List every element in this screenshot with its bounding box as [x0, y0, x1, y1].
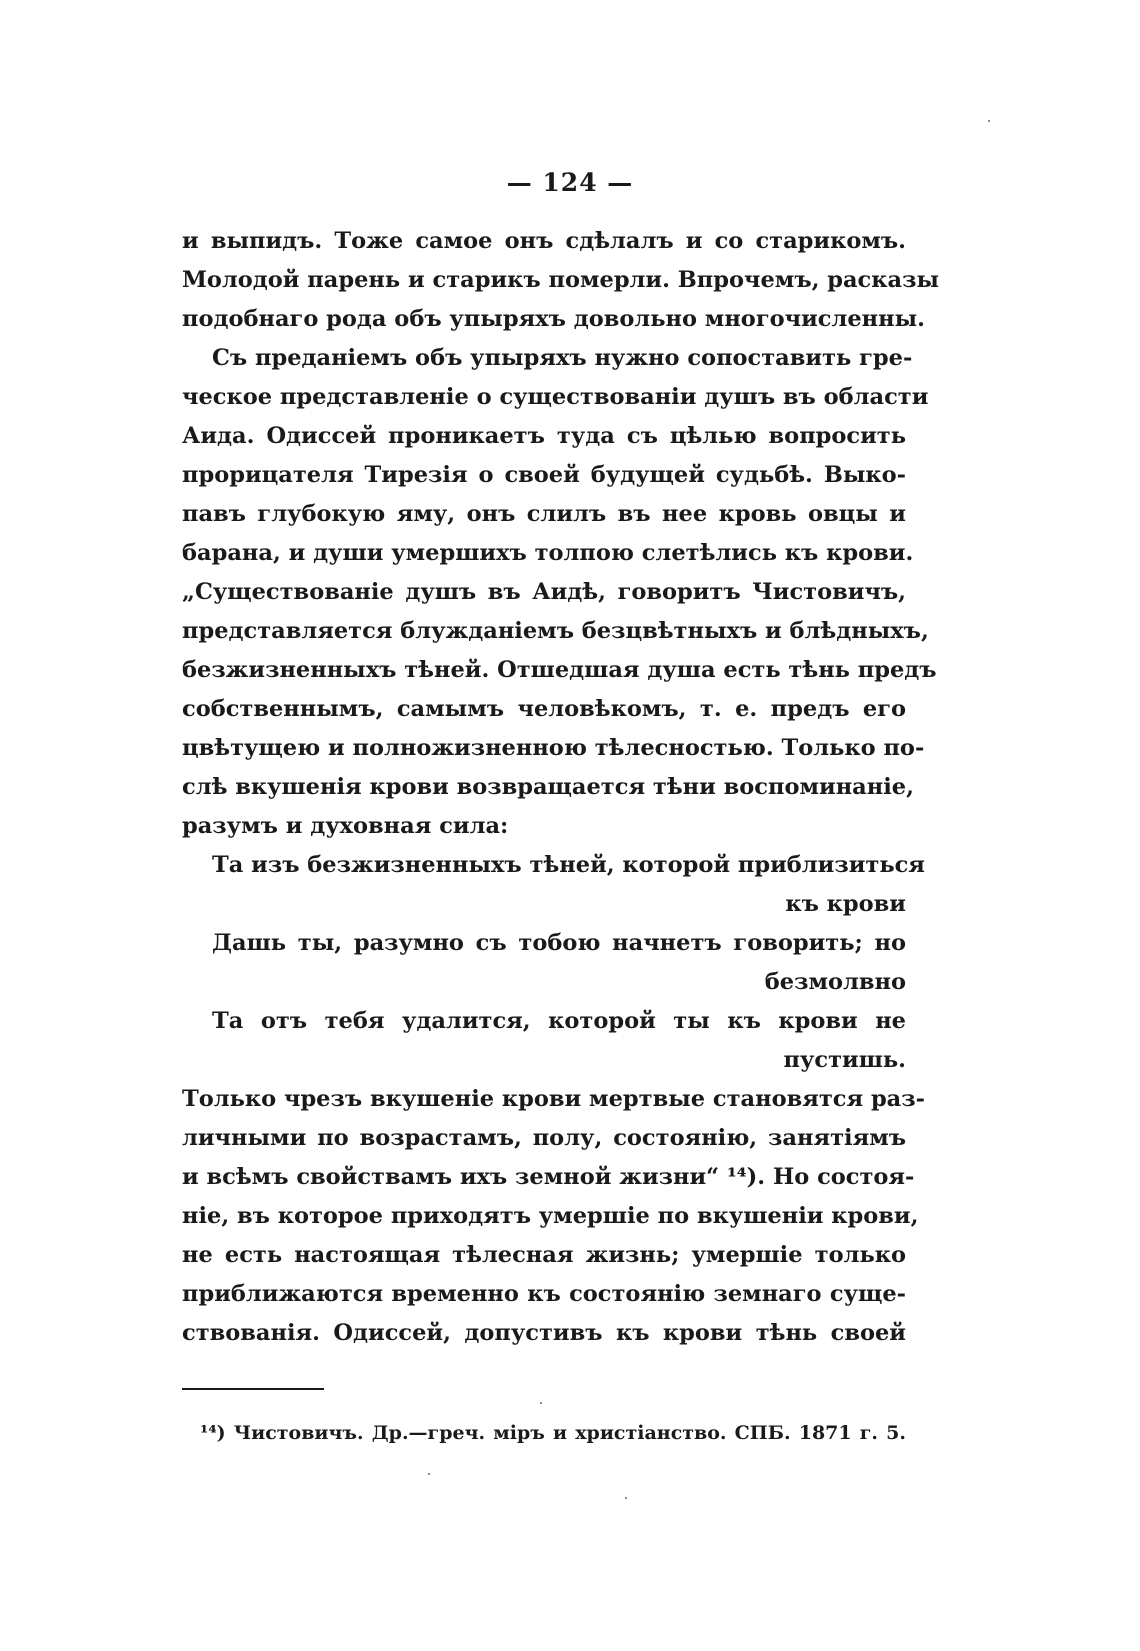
text-line: Аида. Одиссей проникаетъ туда съ цѣлью вопросить — [182, 423, 906, 449]
text-line: ческое представленіе о существованіи душъ въ области — [182, 384, 929, 410]
verse-continuation: безмолвно — [764, 969, 906, 995]
text-line: барана, и души умершихъ толпою слетѣлись къ крови. — [182, 540, 914, 566]
text-line: приближаются временно къ состоянію земнаго суще- — [182, 1281, 906, 1307]
text-line: личными по возрастамъ, полу, состоянію, занятіямъ — [182, 1125, 906, 1151]
text-line: Молодой парень и старикъ померли. Впрочемъ, расказы — [182, 267, 940, 293]
text-line: ствованія. Одиссей, допустивъ къ крови тѣнь своей — [182, 1320, 906, 1346]
text-line: безжизненныхъ тѣней. Отшедшая душа есть тѣнь предъ — [182, 657, 937, 683]
paragraph-start-line: Съ преданіемъ объ упыряхъ нужно сопоставить гре- — [212, 345, 913, 371]
text-line: не есть настоящая тѣлесная жизнь; умершіе только — [182, 1242, 906, 1268]
verse-continuation: пустишь. — [783, 1047, 906, 1073]
verse-line: Та отъ тебя удалится, которой ты къ крови не — [212, 1008, 906, 1034]
scan-speck — [540, 1402, 542, 1404]
scan-speck — [625, 1497, 627, 1499]
text-line: слѣ вкушенія крови возвращается тѣни воспоминаніе, — [182, 774, 914, 800]
text-line: „Существованіе душъ въ Аидѣ, говоритъ Чистовичъ, — [182, 579, 906, 605]
text-line: собственнымъ, самымъ человѣкомъ, т. е. предъ его — [182, 696, 906, 722]
footnote: ¹⁴) Чистовичъ. Др.—греч. міръ и христіанство. СПБ. 1871 г. 5. — [200, 1422, 906, 1444]
text-line: павъ глубокую яму, онъ слилъ въ нее кровь овцы и — [182, 501, 906, 527]
text-line: представляется блужданіемъ безцвѣтныхъ и блѣдныхъ, — [182, 618, 929, 644]
page-number: — 124 — — [506, 168, 634, 197]
footnote-divider — [182, 1388, 324, 1390]
text-line: разумъ и духовная сила: — [182, 813, 509, 839]
text-line: подобнаго рода объ упыряхъ довольно многочисленны. — [182, 306, 925, 332]
scan-speck — [988, 120, 990, 122]
verse-line: Дашь ты, разумно съ тобою начнетъ говорить; но — [212, 930, 906, 956]
text-line: цвѣтущею и полножизненною тѣлесностью. Только по- — [182, 735, 925, 761]
text-line: Только чрезъ вкушеніе крови мертвые становятся раз- — [182, 1086, 925, 1112]
text-line: и выпидъ. Тоже самое онъ сдѣлалъ и со старикомъ. — [182, 228, 906, 254]
scan-speck — [428, 1473, 430, 1475]
body-text — [182, 222, 940, 1353]
text-line: и всѣмъ свойствамъ ихъ земной жизни“ ¹⁴). Но состоя- — [182, 1164, 915, 1190]
text-line: прорицателя Тирезія о своей будущей судьбѣ. Выко- — [182, 462, 906, 488]
text-line: ніе, въ которое приходятъ умершіе по вкушеніи крови, — [182, 1203, 919, 1229]
verse-continuation: къ крови — [785, 891, 906, 917]
verse-line: Та изъ безжизненныхъ тѣней, которой приблизиться — [212, 852, 925, 878]
